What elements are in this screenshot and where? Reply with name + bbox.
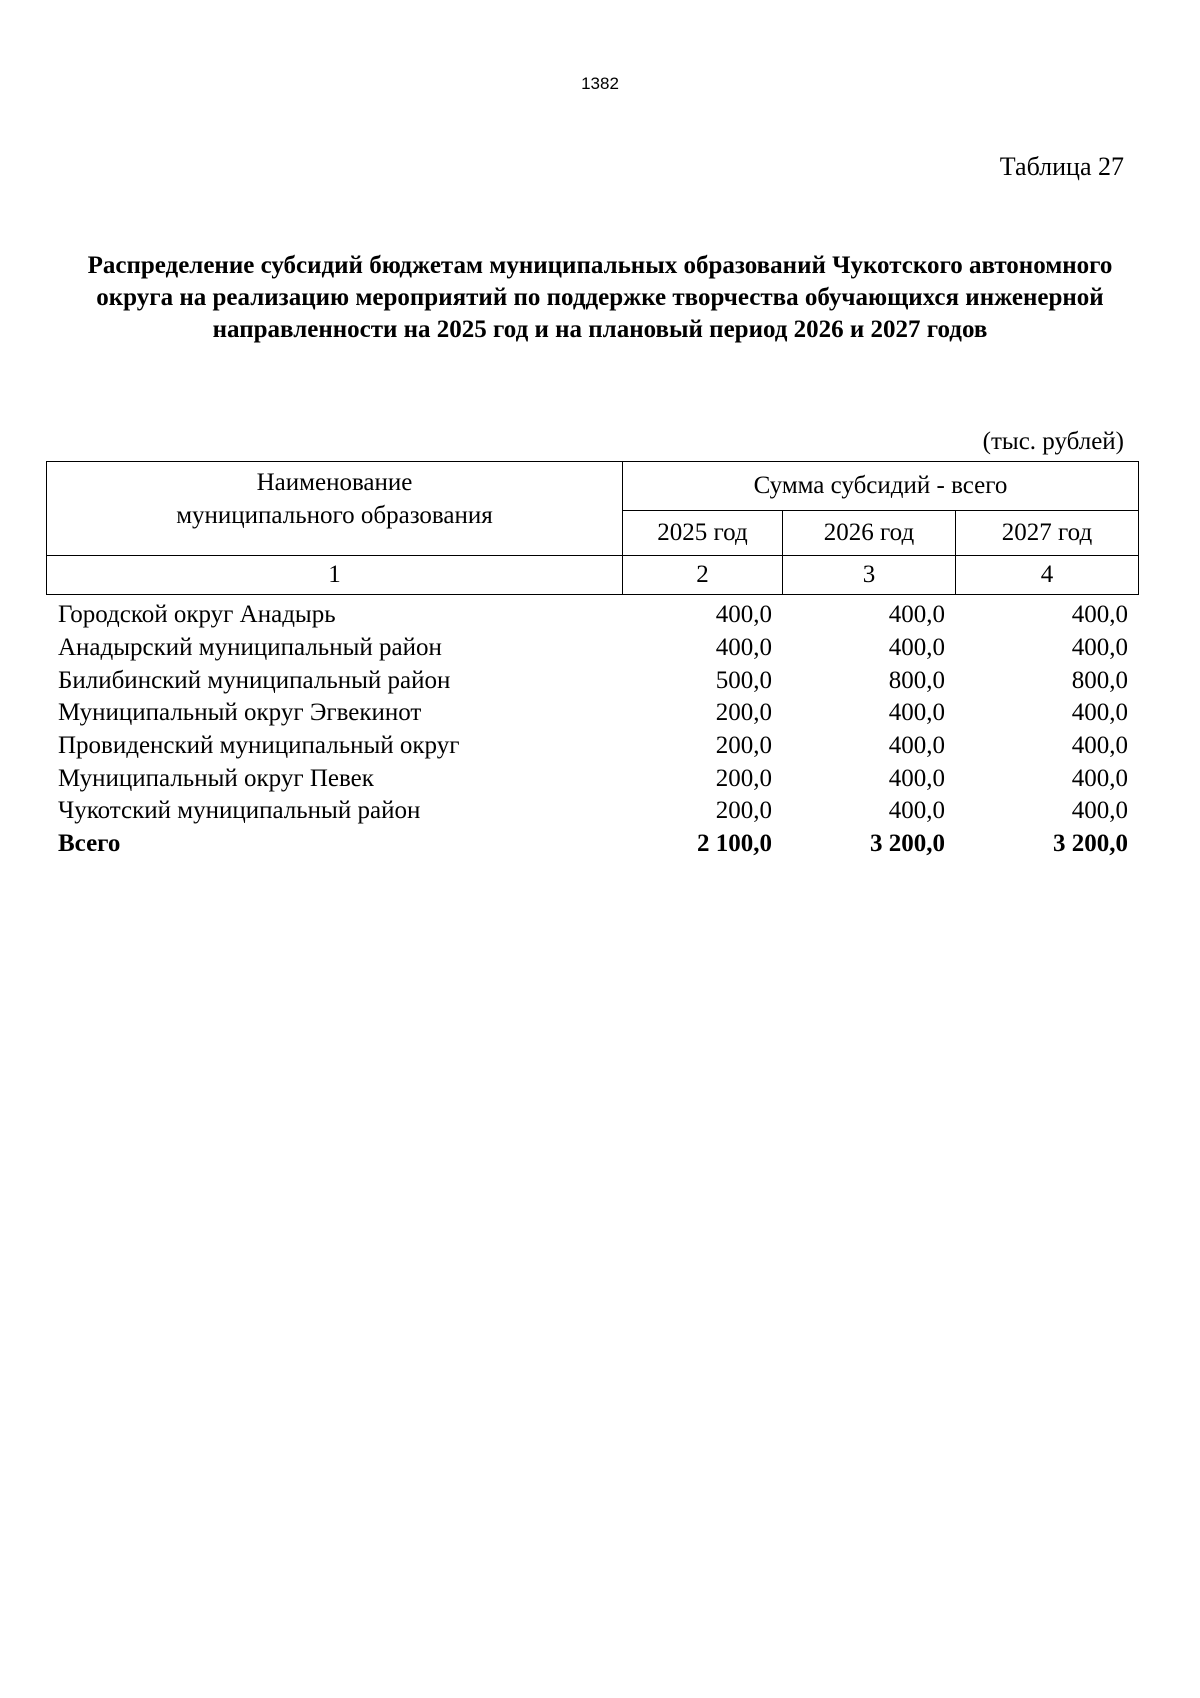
- row-value-2025: 400,0: [715, 601, 772, 629]
- col-number-2: 2: [623, 556, 783, 595]
- page-number: 1382: [581, 74, 619, 93]
- row-value-2027: 400,0: [1071, 732, 1128, 760]
- row-value-2026: 400,0: [888, 797, 945, 825]
- row-value-2026: 400,0: [888, 634, 945, 662]
- row-name: Городской округ Анадырь: [58, 601, 336, 629]
- total-value-2026: 3 200,0: [870, 830, 945, 858]
- document-title: Распределение субсидий бюджетам муниципальных образований Чукотского автономного округа на реализацию мероприятий по поддержке творчества обучающихся инженерной направленности на 2025 год и на плановый период 2026 и 2027 годов: [87, 252, 1113, 343]
- row-name: Анадырский муниципальный район: [58, 634, 442, 662]
- table-row: [46, 697, 1138, 730]
- row-name: Билибинский муниципальный район: [58, 666, 451, 694]
- header-year-2027: 2027 год: [956, 511, 1139, 556]
- row-value-2027: 800,0: [1071, 666, 1128, 694]
- row-value-2027: 400,0: [1071, 601, 1128, 629]
- row-value-2025: 200,0: [715, 797, 772, 825]
- row-name: Провиденский муниципальный округ: [58, 732, 460, 760]
- row-value-2025: 200,0: [715, 699, 772, 727]
- header-year-2025: 2025 год: [623, 511, 783, 556]
- subsidy-table-header: [46, 461, 1139, 595]
- row-value-2026: 800,0: [888, 666, 945, 694]
- total-value-2027: 3 200,0: [1053, 830, 1128, 858]
- header-name-line1: Наименование: [256, 469, 413, 496]
- total-label: Всего: [58, 830, 121, 858]
- table-row: [46, 664, 1138, 697]
- header-name-column: [47, 462, 623, 556]
- table-row: [46, 795, 1138, 828]
- row-name: Муниципальный округ Певек: [58, 764, 374, 792]
- row-name: Чукотский муниципальный район: [58, 797, 421, 825]
- row-value-2025: 400,0: [715, 634, 772, 662]
- table-total-row: [46, 828, 1138, 861]
- row-value-2027: 400,0: [1071, 764, 1128, 792]
- total-value-2025: 2 100,0: [697, 830, 772, 858]
- table-row: [46, 730, 1138, 763]
- table-row: [46, 762, 1138, 795]
- header-sum-label: Сумма субсидий - всего: [623, 462, 1139, 511]
- row-value-2026: 400,0: [888, 699, 945, 727]
- row-value-2026: 400,0: [888, 601, 945, 629]
- units-label: (тыс. рублей): [982, 428, 1124, 455]
- col-number-1: 1: [47, 556, 623, 595]
- row-value-2026: 400,0: [888, 732, 945, 760]
- table-row: [46, 632, 1138, 665]
- row-value-2027: 400,0: [1071, 699, 1128, 727]
- row-value-2025: 200,0: [715, 732, 772, 760]
- table-row: [46, 599, 1138, 632]
- row-value-2025: 500,0: [715, 666, 772, 694]
- row-value-2027: 400,0: [1071, 634, 1128, 662]
- subsidy-table-body: [46, 599, 1138, 861]
- table-label: Таблица 27: [999, 152, 1124, 181]
- header-name-line2: муниципального образования: [176, 502, 493, 529]
- col-number-4: 4: [956, 556, 1139, 595]
- row-value-2027: 400,0: [1071, 797, 1128, 825]
- col-number-3: 3: [783, 556, 956, 595]
- header-year-2026: 2026 год: [783, 511, 956, 556]
- row-value-2025: 200,0: [715, 764, 772, 792]
- row-name: Муниципальный округ Эгвекинот: [58, 699, 422, 727]
- row-value-2026: 400,0: [888, 764, 945, 792]
